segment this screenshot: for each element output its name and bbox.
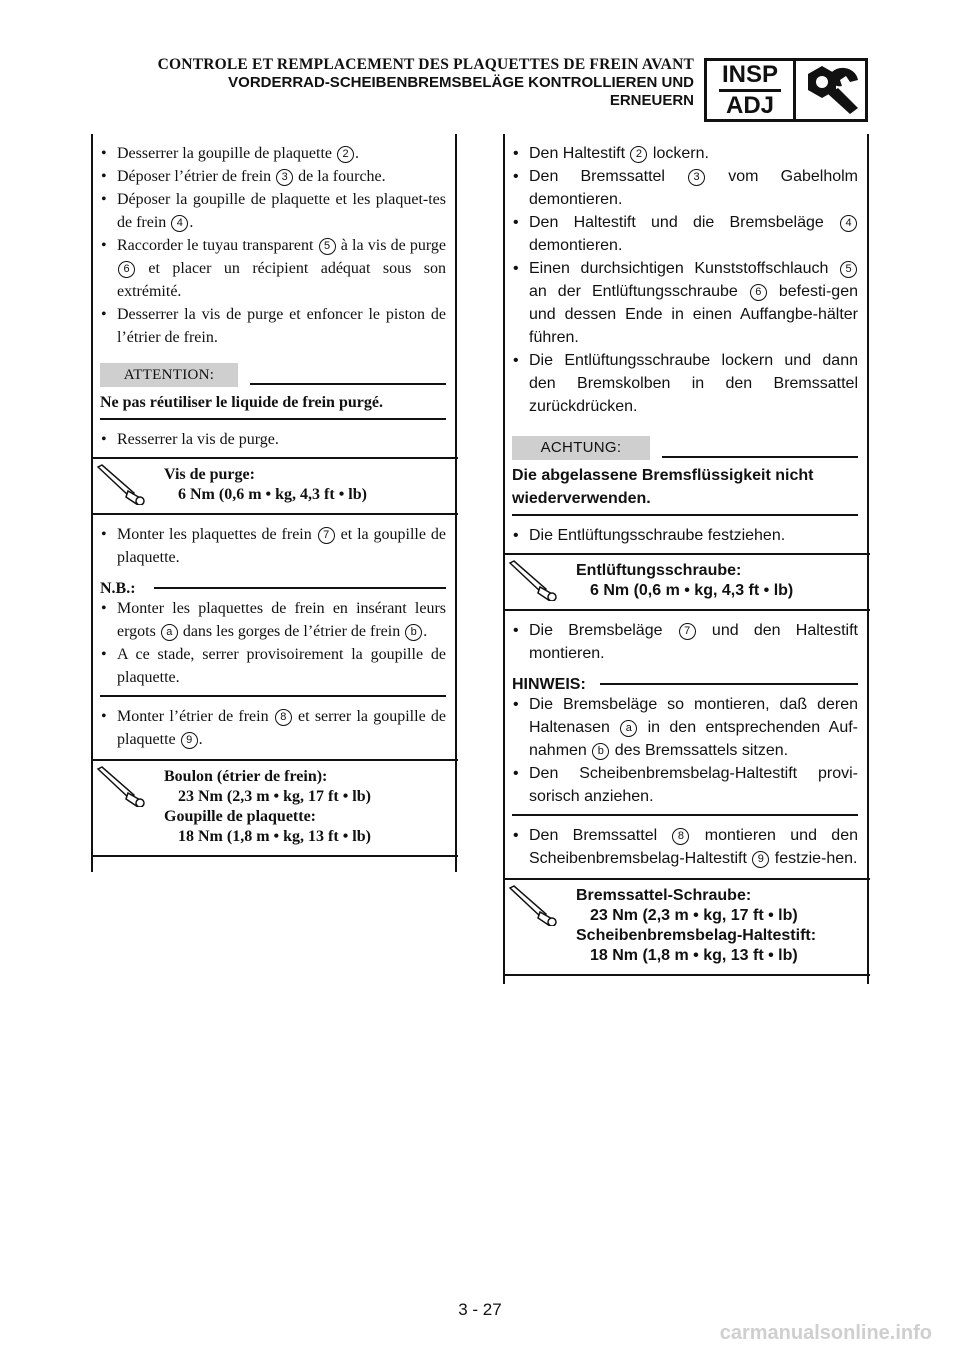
fr-caution-text: Ne pas réutiliser le liquide de frein purgé. — [100, 387, 446, 420]
list-item: • Die Entlüftungsschraube lockern und dann den Bremskolben in den Bremssattel zurückdrücken. — [512, 349, 858, 418]
list-item: • Den Bremssattel 3 vom Gabelholm demontieren. — [512, 165, 858, 211]
page-header — [158, 56, 694, 110]
de-step-mount-pads — [512, 619, 858, 665]
list-item: • Déposer l’étrier de frein 3 de la fourche. — [100, 165, 446, 188]
list-item: • Die Bremsbeläge 7 und den Haltestift montieren. — [512, 619, 858, 665]
list-item: • Resserrer la vis de purge. — [100, 428, 446, 451]
list-item: • A ce stade, serrer provisoirement la goupille de plaquette. — [100, 643, 446, 689]
column-german — [512, 142, 858, 976]
fr-caution-rule — [250, 383, 446, 385]
list-item: • Einen durchsichtigen Kunststoffschlauch 5 an der Entlüftungsschraube 6 befesti-gen und dessen Ende in einen Auffangbe-hälter führen. — [512, 257, 858, 349]
torque-name: Bremssattel-Schraube: — [576, 887, 752, 904]
de-caution-label: ACHTUNG: — [512, 436, 650, 460]
de-caution-header — [512, 436, 858, 460]
de-step-tighten — [512, 524, 858, 547]
torque-name: Boulon (étrier de frein): — [164, 768, 328, 785]
list-item: • Die Bremsbeläge so montieren, daß deren Haltenasen a in den entsprechenden Auf-nahmen b des Bremssattels sitzen. — [512, 693, 858, 762]
header-title-de-line2: ERNEUERN — [609, 92, 694, 109]
fr-caution-label: ATTENTION: — [100, 363, 238, 387]
badge-text — [707, 61, 796, 119]
watermark: carmanualsonline.info — [719, 1322, 932, 1344]
badge-bottom-label: ADJ — [725, 91, 774, 119]
fr-torque-caliper — [92, 759, 458, 857]
torque-wrench-icon — [96, 765, 148, 807]
de-step-caliper — [512, 824, 858, 870]
fr-caution-header — [100, 363, 446, 387]
de-note-label: HINWEIS: — [512, 676, 586, 693]
fr-step-mount-pads — [100, 523, 446, 569]
de-note-header — [512, 673, 858, 693]
torque-value: 6 Nm (0,6 m • kg, 4,3 ft • lb) — [590, 582, 794, 599]
list-item: • Desserrer la goupille de plaquette 2 . — [100, 142, 446, 165]
fr-steps-removal — [100, 142, 446, 349]
torque-value: 18 Nm (1,8 m • kg, 13 ft • lb) — [590, 947, 798, 964]
de-torque-caliper — [504, 878, 870, 976]
torque-name: Goupille de plaquette: — [164, 808, 317, 825]
fr-step-tighten — [100, 428, 446, 451]
torque-value: 23 Nm (2,3 m • kg, 17 ft • lb) — [178, 788, 371, 805]
fr-note-header — [100, 577, 446, 597]
torque-name: Scheibenbremsbelag-Haltestift: — [576, 927, 817, 944]
list-item: • Déposer la goupille de plaquette et les plaquet-tes de frein 4 . — [100, 188, 446, 234]
list-item: • Den Bremssattel 8 montieren und den Scheibenbremsbelag-Haltestift 9 festzie-hen. — [512, 824, 858, 870]
de-caution-rule — [662, 456, 858, 458]
fr-torque-bleed-screw — [92, 457, 458, 515]
torque-value: 6 Nm (0,6 m • kg, 4,3 ft • lb) — [178, 486, 367, 503]
badge-top-label: INSP — [721, 60, 778, 88]
fr-step-caliper — [100, 705, 446, 751]
torque-name: Vis de purge: — [164, 466, 255, 483]
fr-note-label: N.B.: — [100, 580, 136, 597]
fr-note-rule — [154, 587, 446, 589]
torque-value: 23 Nm (2,3 m • kg, 17 ft • lb) — [590, 907, 798, 924]
list-item: • Den Haltestift 2 lockern. — [512, 142, 858, 165]
list-item: • Den Haltestift und die Bremsbeläge 4 demontieren. — [512, 211, 858, 257]
list-item: • Den Scheibenbremsbelag-Haltestift provi-sorisch anziehen. — [512, 762, 858, 808]
torque-wrench-icon — [508, 884, 560, 926]
list-item: • Monter les plaquettes de frein 7 et la goupille de plaquette. — [100, 523, 446, 569]
torque-name: Entlüftungsschraube: — [576, 562, 742, 579]
de-caution-text: Die abgelassene Bremsflüssigkeit nicht wiederverwenden. — [512, 460, 858, 516]
section-badge — [704, 58, 868, 122]
page-number: 3 - 27 — [458, 1300, 502, 1319]
torque-wrench-icon — [96, 463, 148, 505]
header-title-de-line1: VORDERRAD-SCHEIBENBREMSBELÄGE KONTROLLIEREN UND — [228, 74, 694, 91]
de-note-rule — [600, 683, 858, 685]
torque-value: 18 Nm (1,8 m • kg, 13 ft • lb) — [178, 828, 371, 845]
de-torque-bleed-screw — [504, 553, 870, 611]
list-item: • Monter l’étrier de frein 8 et serrer la goupille de plaquette 9 . — [100, 705, 446, 751]
wrench-nut-icon — [796, 61, 865, 119]
list-item: • Desserrer la vis de purge et enfoncer le piston de l’étrier de frein. — [100, 303, 446, 349]
list-item: • Raccorder le tuyau transparent 5 à la vis de purge 6 et placer un récipient adéquat sous son extrémité. — [100, 234, 446, 303]
list-item: • Die Entlüftungsschraube festziehen. — [512, 524, 858, 547]
column-french — [100, 142, 446, 857]
de-steps-removal — [512, 142, 858, 418]
de-note-body — [512, 693, 858, 816]
torque-wrench-icon — [508, 559, 560, 601]
header-title-fr: CONTROLE ET REMPLACEMENT DES PLAQUETTES DE FREIN AVANT — [157, 56, 694, 73]
list-item: • Monter les plaquettes de frein en insérant leurs ergots a dans les gorges de l’étrier de frein b . — [100, 597, 446, 643]
fr-note-body — [100, 597, 446, 697]
